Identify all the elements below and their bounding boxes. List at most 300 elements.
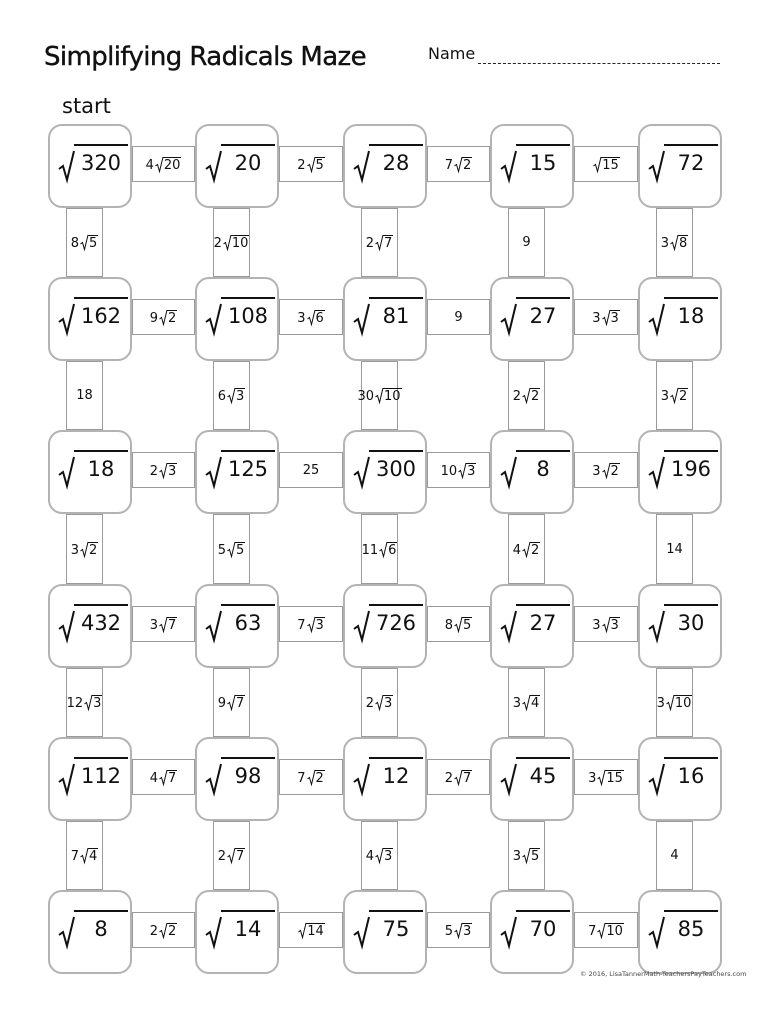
radical-symbol-icon: [58, 304, 74, 334]
radicand: 15: [516, 144, 570, 180]
radical-expression: [351, 142, 423, 182]
maze-edge-vertical[interactable]: [361, 668, 398, 737]
maze-edge-horizontal[interactable]: [574, 606, 638, 642]
radical-symbol-icon: [353, 611, 369, 641]
radicand: 81: [369, 297, 423, 333]
radical-coefficient: 12: [66, 696, 84, 711]
radical-expression: [661, 388, 689, 403]
radicand: 7: [168, 770, 177, 786]
radical-coefficient: 8: [444, 617, 453, 633]
radical-symbol-icon: [454, 617, 462, 632]
radical-symbol-icon: [80, 542, 88, 557]
maze-edge-vertical[interactable]: [66, 514, 103, 584]
radicand: 2: [531, 389, 540, 404]
radical-symbol-icon: [375, 235, 383, 250]
radical-symbol-icon: [80, 235, 88, 250]
radical-symbol-icon: [58, 764, 74, 794]
radical-expression: [366, 695, 394, 710]
radicand: 18: [74, 450, 128, 486]
radicand: 10: [384, 389, 401, 404]
radical-expression: [218, 388, 246, 403]
maze-edge-horizontal[interactable]: [279, 146, 343, 182]
maze-edge-vertical[interactable]: [656, 208, 693, 277]
radical-coefficient: 4: [149, 770, 158, 786]
maze-cell[interactable]: [195, 124, 279, 208]
copyright-footer: © 2016, LisaTannerMath-TeachersPayTeachers.com: [580, 970, 747, 978]
radical-expression: [71, 542, 99, 557]
radical-expression: [71, 235, 99, 250]
radical-coefficient: 3: [512, 849, 521, 864]
radical-coefficient: 3: [70, 542, 79, 558]
radicand: 10: [674, 696, 692, 711]
maze-cell[interactable]: [638, 890, 722, 974]
radical-expression: [203, 295, 275, 335]
radical-coefficient: 3: [592, 617, 601, 633]
radicand: 8: [74, 910, 128, 946]
maze-edge-horizontal[interactable]: [132, 912, 195, 948]
name-field-line[interactable]: [478, 63, 720, 64]
radical-coefficient: 3: [592, 310, 601, 326]
maze-edge-horizontal[interactable]: [279, 912, 343, 948]
radical-symbol-icon: [602, 617, 610, 632]
radical-expression: [513, 695, 541, 710]
maze-edge-horizontal[interactable]: [132, 452, 195, 488]
name-label: Name: [428, 44, 476, 63]
radicand: 20: [163, 157, 181, 173]
radical-coefficient: 4: [145, 157, 154, 173]
radical-coefficient: 2: [149, 463, 158, 479]
radical-expression: [513, 388, 541, 403]
radicand: 3: [236, 389, 245, 404]
radical-coefficient: 3: [297, 310, 306, 326]
radical-expression: [203, 142, 275, 182]
radical-expression: [646, 448, 718, 488]
radical-expression: [646, 295, 718, 335]
radicand: 7: [236, 849, 245, 864]
radical-symbol-icon: [227, 848, 235, 863]
radicand: 10: [231, 236, 249, 251]
maze-edge-vertical[interactable]: [66, 208, 103, 277]
maze-edge-horizontal[interactable]: [427, 759, 490, 795]
maze-edge-vertical[interactable]: [361, 821, 398, 890]
radicand: 2: [89, 542, 98, 558]
radical-symbol-icon: [155, 157, 163, 172]
maze-cell[interactable]: [490, 124, 574, 208]
radical-symbol-icon: [375, 695, 383, 710]
radical-symbol-icon: [159, 770, 167, 785]
radicand: 2: [315, 770, 324, 786]
maze-edge-vertical[interactable]: [508, 361, 545, 430]
radical-symbol-icon: [670, 235, 678, 250]
radicand: 2: [610, 463, 619, 479]
radical-symbol-icon: [597, 770, 605, 785]
radicand: 3: [315, 617, 324, 633]
radical-symbol-icon: [454, 923, 462, 938]
radical-expression: [498, 142, 570, 182]
radicand: 5: [89, 236, 98, 251]
maze-cell[interactable]: [343, 277, 427, 361]
radical-expression: [351, 448, 423, 488]
maze-cell[interactable]: [490, 584, 574, 668]
radicand: 3: [168, 463, 177, 479]
maze-cell[interactable]: [48, 584, 132, 668]
radical-symbol-icon: [522, 388, 530, 403]
radical-expression: [56, 448, 128, 488]
maze-edge-horizontal[interactable]: [427, 146, 490, 182]
edge-value: 9: [522, 235, 531, 250]
radicand: 12: [369, 757, 423, 793]
radicand: 2: [168, 923, 177, 939]
radical-expression: [592, 310, 620, 325]
radical-symbol-icon: [648, 764, 664, 794]
radical-coefficient: 2: [213, 236, 222, 251]
radical-expression: [297, 310, 325, 325]
radical-expression: [203, 908, 275, 948]
radical-expression: [513, 848, 541, 863]
radical-symbol-icon: [205, 304, 221, 334]
maze-cell[interactable]: [195, 277, 279, 361]
maze-edge-vertical[interactable]: [508, 514, 545, 584]
radical-symbol-icon: [500, 764, 516, 794]
radical-coefficient: 5: [217, 542, 226, 558]
radical-expression: [218, 848, 246, 863]
radical-symbol-icon: [500, 304, 516, 334]
radical-symbol-icon: [159, 310, 167, 325]
maze-cell[interactable]: [638, 737, 722, 821]
radicand: 3: [384, 849, 393, 864]
maze-edge-horizontal[interactable]: [574, 759, 638, 795]
radicand: 5: [531, 849, 540, 864]
maze-cell[interactable]: [343, 890, 427, 974]
radicand: 85: [664, 910, 718, 946]
maze-cell[interactable]: [638, 124, 722, 208]
radicand: 30: [664, 604, 718, 640]
radical-expression: [203, 602, 275, 642]
maze-edge-vertical[interactable]: [66, 821, 103, 890]
radical-expression: [445, 923, 473, 938]
maze-edge-horizontal[interactable]: [427, 606, 490, 642]
radical-expression: [297, 770, 325, 785]
maze-cell[interactable]: [48, 430, 132, 514]
radical-expression: [146, 157, 182, 172]
radical-expression: [218, 542, 246, 557]
radical-expression: [56, 602, 128, 642]
maze-edge-vertical[interactable]: [656, 514, 693, 584]
radical-symbol-icon: [353, 304, 369, 334]
radicand: 3: [610, 310, 619, 326]
radical-symbol-icon: [522, 848, 530, 863]
maze-edge-horizontal[interactable]: [574, 299, 638, 335]
radicand: 63: [221, 604, 275, 640]
edge-value: 18: [76, 388, 93, 403]
radical-symbol-icon: [648, 457, 664, 487]
radical-symbol-icon: [670, 388, 678, 403]
radicand: 18: [664, 297, 718, 333]
maze-edge-horizontal[interactable]: [574, 146, 638, 182]
radical-expression: [56, 295, 128, 335]
radical-symbol-icon: [353, 917, 369, 947]
radical-expression: [203, 448, 275, 488]
radical-expression: [351, 602, 423, 642]
maze-edge-vertical[interactable]: [508, 208, 545, 277]
radical-symbol-icon: [597, 923, 605, 938]
radicand: 70: [516, 910, 570, 946]
radical-expression: [218, 695, 246, 710]
radical-coefficient: 2: [444, 770, 453, 786]
maze-cell[interactable]: [48, 737, 132, 821]
maze-edge-vertical[interactable]: [508, 821, 545, 890]
maze-cell[interactable]: [638, 584, 722, 668]
radical-expression: [203, 755, 275, 795]
radical-coefficient: 5: [444, 923, 453, 939]
maze-edge-vertical[interactable]: [66, 361, 103, 430]
radical-coefficient: 2: [365, 236, 374, 251]
radicand: 2: [531, 542, 540, 558]
worksheet-title: Simplifying Radicals Maze: [44, 42, 366, 72]
radical-symbol-icon: [223, 235, 231, 250]
maze-edge-horizontal[interactable]: [279, 759, 343, 795]
maze-edge-horizontal[interactable]: [132, 606, 195, 642]
radical-coefficient: 3: [656, 696, 665, 711]
radical-symbol-icon: [379, 542, 387, 557]
radical-expression: [513, 542, 541, 557]
radicand: 112: [74, 757, 128, 793]
radical-coefficient: 7: [444, 157, 453, 173]
maze-cell[interactable]: [48, 890, 132, 974]
radical-symbol-icon: [58, 611, 74, 641]
radicand: 7: [236, 696, 245, 711]
maze-cell[interactable]: [638, 277, 722, 361]
radical-symbol-icon: [205, 764, 221, 794]
radical-coefficient: 4: [365, 849, 374, 864]
radical-expression: [351, 908, 423, 948]
radical-coefficient: 2: [149, 923, 158, 939]
radicand: 162: [74, 297, 128, 333]
radical-expression: [150, 923, 178, 938]
radical-coefficient: 7: [70, 849, 79, 864]
radicand: 3: [467, 463, 476, 479]
radical-expression: [351, 295, 423, 335]
radical-expression: [56, 908, 128, 948]
maze-cell[interactable]: [195, 584, 279, 668]
radical-expression: [588, 923, 624, 938]
maze-edge-horizontal[interactable]: [132, 759, 195, 795]
radical-expression: [592, 463, 620, 478]
maze-edge-vertical[interactable]: [213, 361, 250, 430]
radical-expression: [498, 295, 570, 335]
radicand: 3: [463, 923, 472, 939]
maze-cell[interactable]: [343, 430, 427, 514]
radical-coefficient: 2: [297, 157, 306, 173]
radicand: 72: [664, 144, 718, 180]
maze-edge-vertical[interactable]: [213, 514, 250, 584]
maze-cell[interactable]: [638, 430, 722, 514]
radicand: 2: [168, 310, 177, 326]
radicand: 4: [89, 849, 98, 864]
radical-expression: [592, 157, 620, 172]
radical-expression: [498, 602, 570, 642]
radical-expression: [498, 908, 570, 948]
radical-expression: [297, 923, 325, 938]
radical-expression: [646, 602, 718, 642]
radical-symbol-icon: [159, 463, 167, 478]
maze-cell[interactable]: [195, 430, 279, 514]
radical-expression: [588, 770, 624, 785]
radical-coefficient: 3: [512, 696, 521, 711]
maze-edge-vertical[interactable]: [66, 668, 103, 737]
radicand: 15: [606, 770, 623, 786]
radical-symbol-icon: [159, 617, 167, 632]
radical-expression: [657, 695, 693, 710]
radical-symbol-icon: [500, 151, 516, 181]
radicand: 28: [369, 144, 423, 180]
radical-expression: [366, 235, 394, 250]
radical-symbol-icon: [307, 770, 315, 785]
radical-symbol-icon: [227, 542, 235, 557]
radical-coefficient: 3: [660, 389, 669, 404]
maze-cell[interactable]: [48, 124, 132, 208]
maze-edge-horizontal[interactable]: [427, 299, 490, 335]
radicand: 6: [315, 310, 324, 326]
maze-cell[interactable]: [490, 890, 574, 974]
radical-symbol-icon: [666, 695, 674, 710]
radical-expression: [150, 770, 178, 785]
radicand: 75: [369, 910, 423, 946]
radical-expression: [646, 908, 718, 948]
radical-expression: [445, 770, 473, 785]
maze-edge-vertical[interactable]: [508, 668, 545, 737]
maze-edge-vertical[interactable]: [361, 514, 398, 584]
radical-symbol-icon: [454, 157, 462, 172]
maze-edge-horizontal[interactable]: [574, 452, 638, 488]
radicand: 5: [463, 617, 472, 633]
maze-edge-vertical[interactable]: [357, 361, 401, 430]
radicand: 27: [516, 604, 570, 640]
edge-value: 9: [454, 309, 463, 325]
radical-coefficient: 11: [361, 542, 379, 558]
radicand: 4: [531, 696, 540, 711]
radical-symbol-icon: [522, 542, 530, 557]
radicand: 196: [664, 450, 718, 486]
radicand: 15: [602, 157, 619, 173]
maze-edge-vertical[interactable]: [656, 821, 693, 890]
radical-expression: [351, 755, 423, 795]
maze-edge-vertical[interactable]: [361, 208, 398, 277]
maze-cell[interactable]: [490, 737, 574, 821]
maze-edge-horizontal[interactable]: [279, 606, 343, 642]
maze-cell[interactable]: [343, 124, 427, 208]
maze-edge-horizontal[interactable]: [574, 912, 638, 948]
radical-symbol-icon: [500, 917, 516, 947]
maze-edge-horizontal[interactable]: [132, 299, 195, 335]
radical-symbol-icon: [648, 917, 664, 947]
radical-expression: [498, 448, 570, 488]
radical-expression: [150, 617, 178, 632]
radical-symbol-icon: [227, 695, 235, 710]
radical-coefficient: 9: [149, 310, 158, 326]
maze-edge-horizontal[interactable]: [132, 146, 195, 182]
radical-expression: [661, 235, 689, 250]
radical-expression: [592, 617, 620, 632]
radicand: 45: [516, 757, 570, 793]
maze-edge-horizontal[interactable]: [279, 452, 343, 488]
radicand: 3: [610, 617, 619, 633]
maze-edge-vertical[interactable]: [213, 208, 250, 277]
maze-edge-horizontal[interactable]: [427, 912, 490, 948]
radical-symbol-icon: [522, 695, 530, 710]
radical-symbol-icon: [307, 157, 315, 172]
radicand: 98: [221, 757, 275, 793]
radicand: 14: [221, 910, 275, 946]
radical-symbol-icon: [298, 923, 306, 938]
radical-expression: [297, 617, 325, 632]
radical-symbol-icon: [648, 611, 664, 641]
radical-coefficient: 7: [588, 923, 597, 939]
radicand: 320: [74, 144, 128, 180]
maze-edge-vertical[interactable]: [213, 821, 250, 890]
radical-expression: [646, 755, 718, 795]
maze-cell[interactable]: [343, 584, 427, 668]
maze-edge-horizontal[interactable]: [279, 299, 343, 335]
radical-coefficient: 4: [512, 542, 521, 558]
radicand: 300: [369, 450, 423, 486]
radical-symbol-icon: [159, 923, 167, 938]
radical-symbol-icon: [205, 611, 221, 641]
radicand: 16: [664, 757, 718, 793]
radical-symbol-icon: [454, 770, 462, 785]
radical-coefficient: 6: [217, 389, 226, 404]
radical-expression: [67, 695, 103, 710]
radical-symbol-icon: [353, 151, 369, 181]
maze-cell[interactable]: [195, 890, 279, 974]
radicand: 3: [93, 696, 102, 711]
radical-coefficient: 2: [365, 696, 374, 711]
maze-edge-vertical[interactable]: [656, 361, 693, 430]
radical-symbol-icon: [58, 151, 74, 181]
radicand: 10: [606, 923, 623, 939]
radical-coefficient: 2: [512, 389, 521, 404]
radicand: 8: [516, 450, 570, 486]
radicand: 7: [463, 770, 472, 786]
maze-cell[interactable]: [343, 737, 427, 821]
radicand: 8: [679, 236, 688, 251]
radical-expression: [297, 157, 325, 172]
radical-symbol-icon: [648, 304, 664, 334]
maze-cell[interactable]: [48, 277, 132, 361]
radical-expression: [445, 617, 473, 632]
maze-edge-horizontal[interactable]: [427, 452, 490, 488]
maze-edge-vertical[interactable]: [656, 668, 693, 737]
radicand: 3: [384, 696, 393, 711]
maze-cell[interactable]: [490, 277, 574, 361]
maze-edge-vertical[interactable]: [213, 668, 250, 737]
radical-coefficient: 3: [592, 463, 601, 479]
radical-symbol-icon: [84, 695, 92, 710]
radical-symbol-icon: [602, 463, 610, 478]
radicand: 125: [221, 450, 275, 486]
edge-value: 14: [666, 541, 683, 557]
radicand: 20: [221, 144, 275, 180]
radical-coefficient: 3: [660, 236, 669, 251]
maze-cell[interactable]: [195, 737, 279, 821]
radical-symbol-icon: [602, 310, 610, 325]
maze-cell[interactable]: [490, 430, 574, 514]
radical-symbol-icon: [648, 151, 664, 181]
radical-expression: [150, 463, 178, 478]
radical-coefficient: 3: [149, 617, 158, 633]
radical-symbol-icon: [353, 457, 369, 487]
radicand: 7: [384, 236, 393, 251]
